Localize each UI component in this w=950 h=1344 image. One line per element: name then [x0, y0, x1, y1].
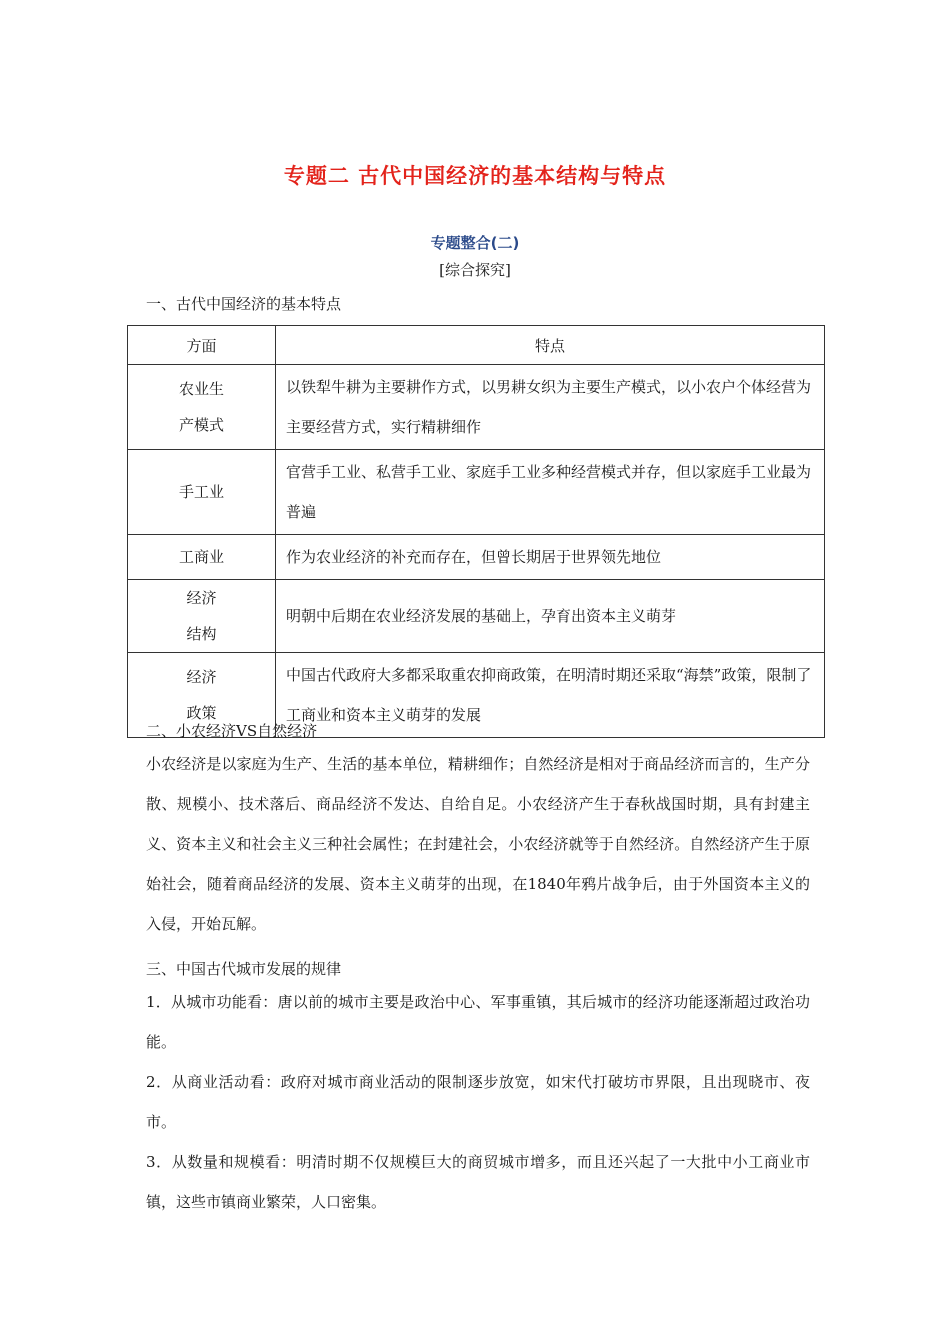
- row-desc: 明朝中后期在农业经济发展的基础上，孕育出资本主义萌芽: [276, 580, 825, 653]
- row-desc: 中国古代政府大多都采取重农抑商政策，在明清时期还采取“海禁”政策，限制了工商业和资本主义萌芽的发展: [276, 653, 825, 738]
- row-desc: 以铁犁牛耕为主要耕作方式，以男耕女织为主要生产模式，以小农户个体经营为主要经营方式，实行精耕细作: [276, 365, 825, 450]
- section2-paragraph: 小农经济是以家庭为生产、生活的基本单位，精耕细作；自然经济是相对于商品经济而言的，生产分散、规模小、技术落后、商品经济不发达、自给自足。小农经济产生于春秋战国时期，具有封建主义、资本主义和社会主义三种社会属性；在封建社会，小农经济就等于自然经济。自然经济产生于原始社会，随着商品经济的发展、资本主义萌芽的出现，在1840年鸦片战争后，由于外国资本主义的入侵，开始瓦解。: [146, 755, 810, 933]
- section3-heading: 三、中国古代城市发展的规律: [146, 960, 342, 978]
- section3-item-3: 3．从数量和规模看：明清时期不仅规模巨大的商贸城市增多，而且还兴起了一大批中小工商业市镇，这些市镇商业繁荣，人口密集。: [146, 1153, 810, 1211]
- table-header-row: [128, 326, 825, 365]
- table-row: [128, 535, 825, 580]
- row-aspect: 工商业: [128, 535, 276, 580]
- header-aspect: 方面: [128, 326, 276, 365]
- row-aspect: 经济 政策: [128, 653, 276, 738]
- table-row: [128, 580, 825, 653]
- section3-item-2: 2．从商业活动看：政府对城市商业活动的限制逐步放宽，如宋代打破坊市界限，且出现晓市、夜市。: [146, 1073, 810, 1131]
- table-row: [128, 450, 825, 535]
- document-title: 专题二 古代中国经济的基本结构与特点: [283, 164, 667, 188]
- row-aspect: 农业生 产模式: [128, 365, 276, 450]
- features-table: [127, 325, 825, 738]
- section2-heading: 二、小农经济VS自然经济: [146, 722, 318, 740]
- header-feature: 特点: [276, 326, 825, 365]
- section3-item-1: 1．从城市功能看：唐以前的城市主要是政治中心、军事重镇，其后城市的经济功能逐渐超过政治功能。: [146, 993, 810, 1051]
- row-desc: 作为农业经济的补充而存在，但曾长期居于世界领先地位: [276, 535, 825, 580]
- section1-heading: 一、古代中国经济的基本特点: [146, 295, 342, 313]
- section-label: [综合探究]: [439, 261, 511, 279]
- row-desc: 官营手工业、私营手工业、家庭手工业多种经营模式并存，但以家庭手工业最为普遍: [276, 450, 825, 535]
- table-row: [128, 365, 825, 450]
- row-aspect: 手工业: [128, 450, 276, 535]
- document-subtitle: 专题整合(二): [430, 234, 520, 252]
- row-aspect: 经济 结构: [128, 580, 276, 653]
